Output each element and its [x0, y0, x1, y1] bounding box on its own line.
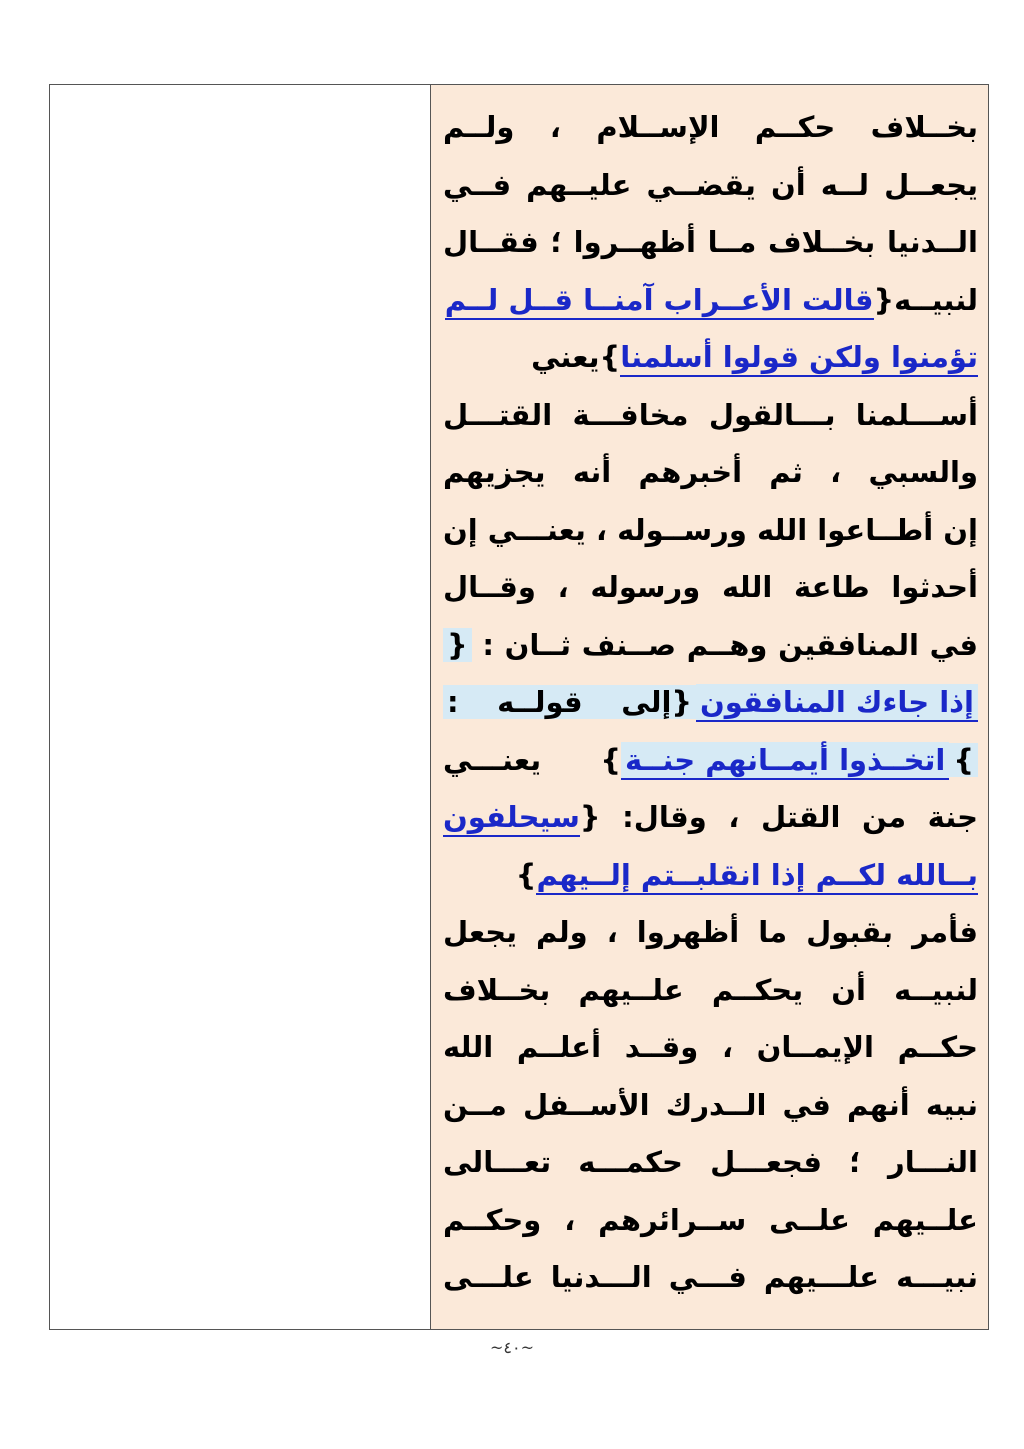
page-table [49, 84, 989, 1330]
text-segment: حكــم الإيمــان ، وقــد أعلــم الله [442, 1030, 978, 1064]
quran-quote: سيحلفون [443, 799, 580, 837]
text-line [443, 1192, 978, 1250]
text-segment: النـــار ؛ فجعـــل حكمـــه تعـــالى [442, 1145, 978, 1179]
quran-quote: قالت الأعــراب آمنــا قــل لــم [445, 282, 874, 320]
text-segment: في المنافقين وهــم صــنف ثــان : [471, 627, 978, 662]
text-line [443, 1019, 978, 1077]
highlighted-text: {إلى قولــه : [443, 685, 696, 719]
text-line [443, 904, 978, 962]
text-line [443, 444, 978, 502]
text-line [443, 272, 978, 330]
quran-quote: بــالله لكــم إذا انقلبــتم إلــيهم [536, 857, 978, 895]
highlighted-text: } [949, 743, 978, 777]
text-segment: لنبيــه أن يحكــم علــيهم بخــلاف [442, 972, 978, 1007]
text-line [443, 99, 978, 157]
text-segment: نبيه أنهم في الــدرك الأســفل مــن [442, 1087, 978, 1122]
quran-quote: اتخــذوا أيمــانهم جنــة [621, 742, 949, 780]
text-line [443, 329, 978, 387]
page-number: ~٤٠~ [490, 1338, 534, 1357]
text-line [443, 847, 978, 905]
text-segment: } [515, 857, 537, 892]
text-segment: نبيـــه علـــيهم فـــي الـــدنيا علـــى [442, 1260, 978, 1294]
text-line [443, 789, 978, 847]
text-segment: أحدثوا طاعة الله ورسوله ، وقــال [442, 570, 978, 604]
text-segment: لنبيــه{ [873, 282, 978, 317]
text-segment: إن أطــاعوا الله ورســوله ، يعنـــي إن [442, 512, 978, 547]
text-segment: الــدنيا بخــلاف مــا أظهــروا ؛ فقــال [442, 225, 978, 259]
text-segment: فأمر بقبول ما أظهروا ، ولم يجعل [442, 915, 978, 949]
empty-column [50, 85, 431, 1329]
text-segment: أســـلمنا بـــالقول مخافـــة القتـــل [442, 397, 978, 432]
text-line [443, 732, 978, 790]
text-segment: علــيهم علــى ســرائرهم ، وحكــم [442, 1202, 978, 1237]
text-line [443, 214, 978, 272]
quran-quote: إذا جاءك المنافقون [696, 684, 978, 722]
text-segment: يجعــل لــه أن يقضــي عليــهم فــي [442, 167, 978, 202]
text-segment: }يعني [531, 340, 621, 374]
text-column [431, 85, 988, 1329]
quran-quote: تؤمنوا ولكن قولوا أسلمنا [620, 339, 978, 377]
text-segment: } يعنـــي [442, 742, 621, 777]
text-line [443, 1134, 978, 1192]
text-line [443, 1249, 978, 1307]
text-line [443, 617, 978, 675]
text-segment: جنة من القتل ، وقال: { [579, 800, 978, 834]
text-segment: بخــلاف حكــم الإســلام ، ولــم [442, 110, 978, 144]
text-line [443, 1077, 978, 1135]
text-line [443, 157, 978, 215]
text-segment: والسبي ، ثم أخبرهم أنه يجزيهم [442, 455, 978, 489]
text-line [443, 559, 978, 617]
text-line [443, 674, 978, 732]
text-line [443, 962, 978, 1020]
text-line [443, 387, 978, 445]
text-line [443, 502, 978, 560]
highlighted-text: { [443, 628, 472, 662]
